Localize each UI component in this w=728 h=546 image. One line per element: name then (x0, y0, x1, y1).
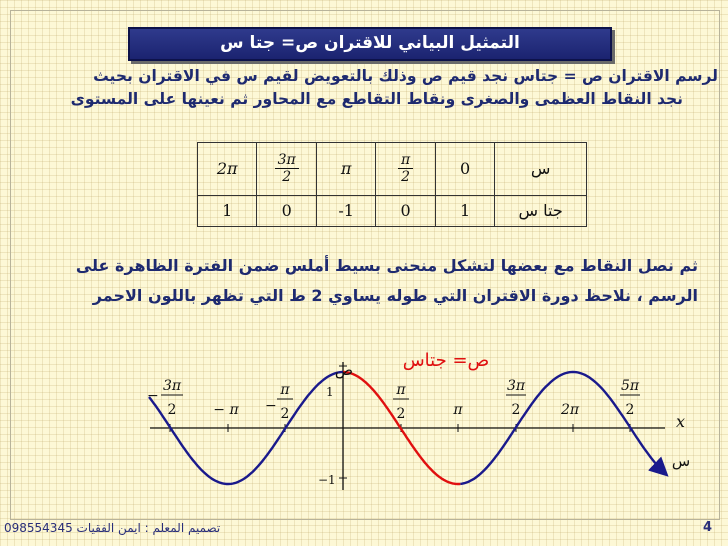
intro-line-2: نجد النقاط العظمى والصغرى ونقاط التقاطع مع المحاور ثم نعينها على المستوى (70, 90, 683, 108)
page-number: 4 (703, 520, 713, 535)
y-axis-label: ص (334, 361, 354, 379)
cell-x-0: 0 (435, 143, 494, 196)
cell-x-2pi: 2π (198, 143, 257, 196)
label-5pi2-num: 5π (620, 378, 640, 394)
label-neg-pi2-num: π (280, 382, 290, 398)
label-3pi2-num: 3π (506, 378, 526, 394)
label-5pi2-den: 2 (625, 402, 635, 418)
explain-line-2: الرسم ، نلاحظ دورة الاقتران التي طوله يساوي 2 ط التي تظهر باللون الاحمر (92, 286, 698, 305)
cell-x-pi: π (316, 143, 375, 196)
neg-sign-pi-2: − (265, 398, 277, 414)
explain-line-1: ثم نصل النقاط مع بعضها لتشكل منحنى بسيط أملس ضمن الفترة الظاهرة على (75, 256, 698, 275)
label-pi2-num: π (396, 382, 406, 398)
neg-sign-3pi: − (147, 388, 159, 404)
cell-y-3pi-2: 0 (257, 195, 316, 226)
row-label-x: س (495, 143, 587, 196)
row-label-y: جتا س (495, 195, 587, 226)
intro-line-1: لرسم الاقتران ص = جتاس نجد قيم ص وذلك بالتعويض لقيم س في الاقتران بحيث (93, 67, 718, 85)
label-neg-3pi-num: 3π (162, 378, 182, 394)
x-axis-label: x (676, 412, 686, 431)
cell-y-pi: -1 (316, 195, 375, 226)
cell-y-2pi: 1 (198, 195, 257, 226)
label-neg-pi: − π (213, 402, 239, 418)
label-neg-pi2-den: 2 (280, 406, 290, 422)
slide-title: التمثيل البياني للاقتران ص= جتا س (220, 33, 520, 53)
cell-x-pi-2: $\frac{\pi}{2}$ (376, 143, 435, 196)
label-2pi: 2π (560, 402, 580, 418)
footer-credit: تصميم المعلم : ايمن الفقيات 098554345 (4, 521, 221, 535)
x-axis-label-arabic: س (671, 452, 691, 470)
cell-y-pi-2: 0 (376, 195, 435, 226)
label-3pi2-den: 2 (511, 402, 521, 418)
label-pi2-den: 2 (396, 406, 406, 422)
cell-x-3pi-2: $\frac{3\pi}{2}$ (257, 143, 316, 196)
cell-y-0: 1 (435, 195, 494, 226)
y-tick-neg1: −1 (318, 473, 336, 487)
curve-label: ص= جتاس (402, 350, 490, 371)
label-neg-3pi-den: 2 (167, 402, 177, 418)
label-pi: π (453, 402, 463, 418)
y-tick-1: 1 (326, 385, 334, 399)
